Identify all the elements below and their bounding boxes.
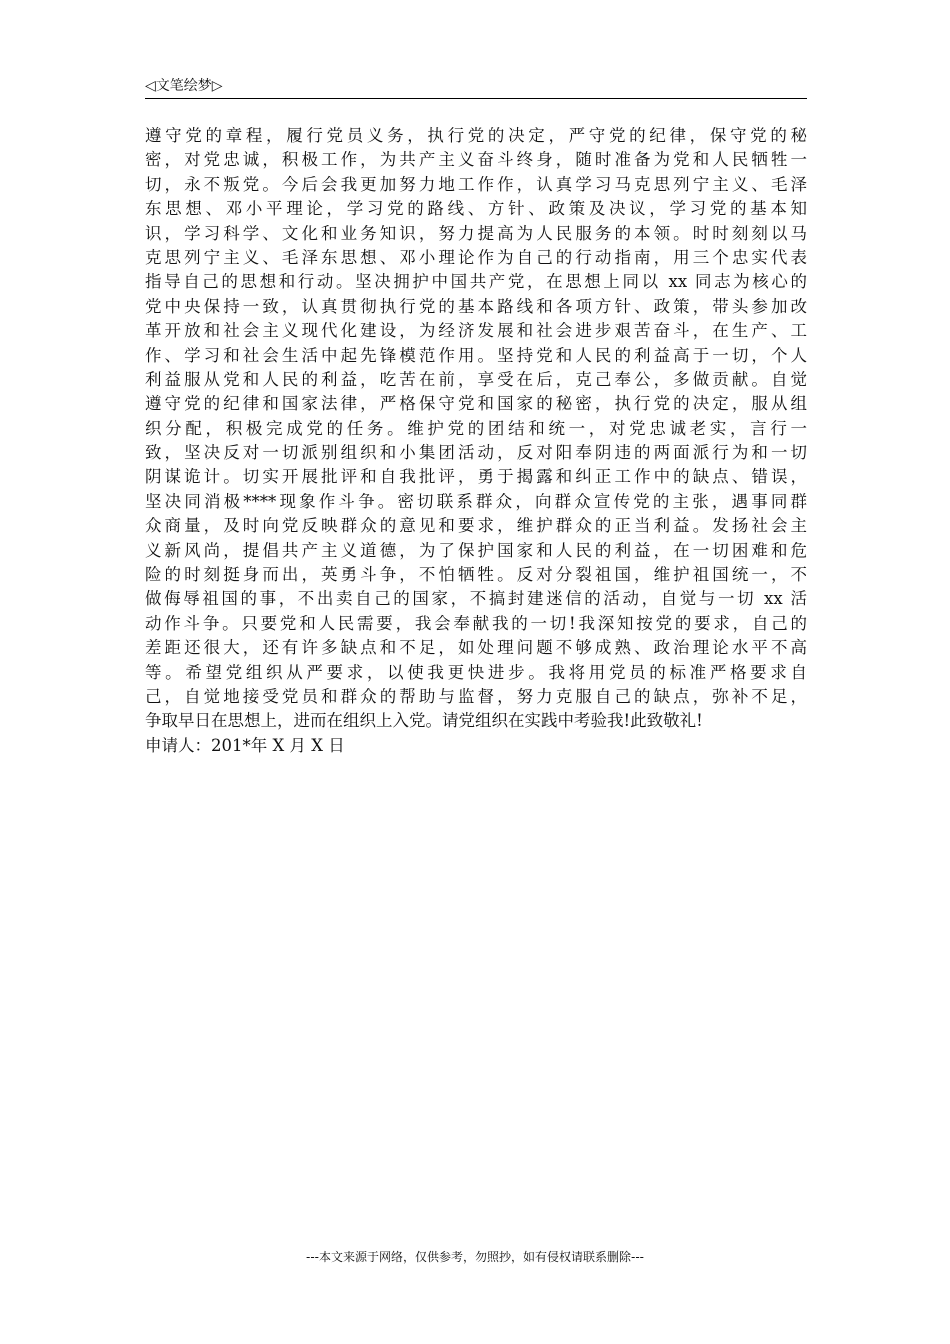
body-line: 遵守党的章程，履行党员义务，执行党的决定，严守党的纪律，保守党的秘: [145, 126, 807, 145]
body-line: 革开放和社会主义现代化建设，为经济发展和社会进步艰苦奋斗，在生产、工: [145, 321, 807, 341]
document-body: [145, 124, 807, 758]
body-line: 遵守党的纪律和国家法律，严格保守党和国家的秘密，执行党的决定，服从组: [145, 394, 807, 414]
page-header: [145, 74, 807, 99]
body-line: 党中央保持一致，认真贯彻执行党的基本路线和各项方针、政策，带头参加改: [145, 296, 807, 316]
body-line: 做侮辱祖国的事，不出卖自己的国家，不搞封建迷信的活动，自觉与一切 xx 活: [145, 589, 807, 609]
body-line: 差距还很大，还有许多缺点和不足，如处理问题不够成熟、政治理论水平不高: [145, 638, 807, 658]
body-line: 利益服从党和人民的利益，吃苦在前，享受在后，克己奉公，多做贡献。自觉: [145, 369, 807, 389]
body-line: 众商量，及时向党反映群众的意见和要求，维护群众的正当利益。发扬社会主: [145, 516, 807, 536]
page-footer: ---本文来源于网络，仅供参考，勿照抄，如有侵权请联系删除---: [306, 1250, 644, 1264]
body-line: 识，学习科学、文化和业务知识，努力提高为人民服务的本领。时时刻刻以马: [145, 223, 807, 243]
body-line: 作、学习和社会生活中起先锋模范作用。坚持党和人民的利益高于一切，个人: [145, 345, 807, 365]
body-line: 东思想、邓小平理论，学习党的路线、方针、政策及决议，学习党的基本知: [145, 199, 807, 219]
body-line: 义新风尚，提倡共产主义道德，为了保护国家和人民的利益，在一切困难和危: [145, 540, 807, 560]
header-title: ◁文笔绘梦▷: [145, 78, 223, 94]
body-line: 等。希望党组织从严要求，以使我更快进步。我将用党员的标准严格要求自: [145, 662, 807, 682]
body-line: 指导自己的思想和行动。坚决拥护中国共产党，在思想上同以 xx 同志为核心的: [145, 272, 807, 292]
body-line: 切，永不叛党。今后会我更加努力地工作作，认真学习马克思列宁主义、毛泽: [145, 174, 807, 194]
body-line: 密，对党忠诚，积极工作，为共产主义奋斗终身，随时准备为党和人民牺牲一: [145, 150, 807, 170]
body-line: 己，自觉地接受党员和群众的帮助与监督，努力克服自己的缺点，弥补不足，: [145, 686, 807, 706]
body-line: 致，坚决反对一切派别组织和小集团活动，反对阳奉阴违的两面派行为和一切: [145, 443, 807, 463]
body-line: 险的时刻挺身而出，英勇斗争，不怕牺牲。反对分裂祖国，维护祖国统一，不: [145, 565, 807, 585]
body-line: 织分配，积极完成党的任务。维护党的团结和统一，对党忠诚老实，言行一: [145, 418, 807, 438]
signature-line: 申请人：201*年 X 月 X 日: [145, 735, 345, 755]
body-line: 阴谋诡计。切实开展批评和自我批评，勇于揭露和纠正工作中的缺点、错误，: [145, 467, 807, 487]
body-line: 动作斗争。只要党和人民需要，我会奉献我的一切!我深知按党的要求，自己的: [145, 613, 807, 633]
body-line: 克思列宁主义、毛泽东思想、邓小理论作为自己的行动指南，用三个忠实代表: [145, 247, 807, 267]
body-line: 争取早日在思想上，进而在组织上入党。请党组织在实践中考验我!此致敬礼!: [145, 711, 703, 731]
body-line: 坚决同消极****现象作斗争。密切联系群众，向群众宣传党的主张，遇事同群: [145, 491, 807, 511]
